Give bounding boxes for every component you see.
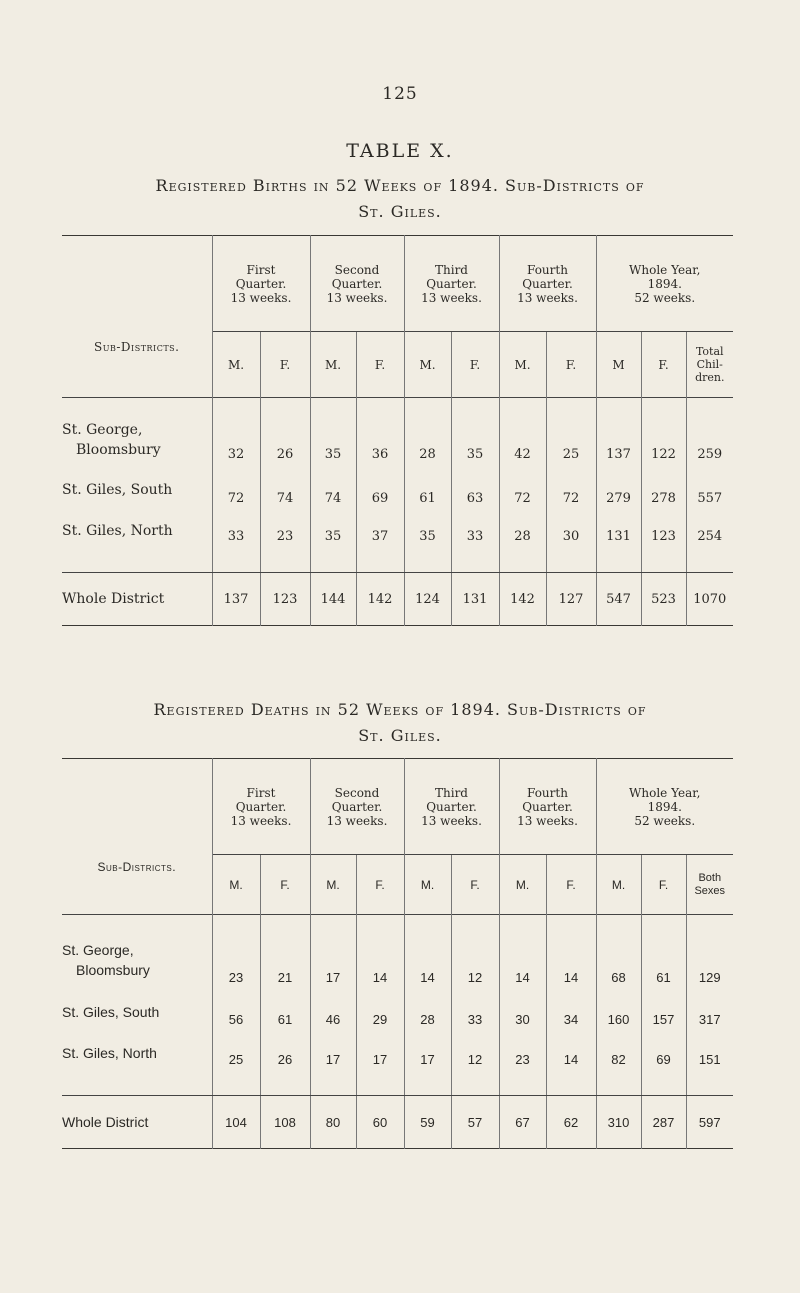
table-cell: 46 — [310, 991, 356, 1033]
table-cell: 21 — [260, 929, 310, 991]
total-header-line2: Sexes — [694, 884, 726, 897]
sex-header: F. — [356, 855, 404, 915]
sex-header: M — [596, 332, 641, 398]
whole-year-header — [596, 759, 733, 855]
table-cell: 123 — [260, 573, 310, 626]
quarter-header-line1: Third — [435, 785, 468, 800]
table-cell: 25 — [212, 1033, 260, 1073]
whole-year-line3: 52 weeks. — [634, 290, 696, 305]
table-cell: 17 — [310, 1033, 356, 1073]
quarter-header-line3: 13 weeks. — [517, 813, 578, 828]
quarter-header — [310, 759, 404, 855]
quarter-header-line3: 13 weeks. — [421, 813, 482, 828]
table-row — [62, 991, 733, 1033]
table-cell: 26 — [260, 1033, 310, 1073]
table-cell: 14 — [499, 929, 546, 991]
table-row — [62, 1033, 733, 1073]
quarter-header — [404, 759, 499, 855]
quarter-header-line2: Quarter. — [522, 276, 573, 291]
whole-year-line1: Whole Year, — [629, 785, 701, 800]
table-cell: 547 — [596, 573, 641, 626]
total-header-line3: dren. — [695, 371, 725, 384]
deaths-caption-line1: Registered Deaths in 52 Weeks of 1894. Sub-Districts of — [153, 700, 647, 719]
table-cell: 57 — [451, 1096, 499, 1149]
table-cell: 279 — [596, 468, 641, 512]
table-cell: 25 — [546, 412, 596, 468]
table-title: TABLE X. — [346, 140, 454, 162]
table-cell: 157 — [641, 991, 686, 1033]
quarter-header — [499, 759, 596, 855]
subdistrict-name — [62, 1033, 212, 1073]
subdistricts-header: Sub-Districts. — [94, 339, 180, 354]
table-cell: 142 — [499, 573, 546, 626]
table-cell: 14 — [546, 929, 596, 991]
whole-district-label: Whole District — [62, 591, 165, 607]
table-cell: 122 — [641, 412, 686, 468]
table-cell: 35 — [310, 412, 356, 468]
table-cell: 14 — [356, 929, 404, 991]
table-cell: 60 — [356, 1096, 404, 1149]
deaths-caption — [0, 697, 800, 749]
quarter-header — [404, 236, 499, 332]
births-caption-line1: Registered Births in 52 Weeks of 1894. Sub-Districts of — [155, 176, 645, 195]
table-cell: 523 — [641, 573, 686, 626]
table-cell: 144 — [310, 573, 356, 626]
sex-header: M. — [404, 855, 451, 915]
table-cell: 62 — [546, 1096, 596, 1149]
table-cell: 160 — [596, 991, 641, 1033]
quarter-header-line1: Second — [334, 262, 380, 277]
sex-header: F. — [641, 332, 686, 398]
table-cell: 12 — [451, 929, 499, 991]
quarter-header-line3: 13 weeks. — [326, 290, 388, 305]
page-number: 125 — [382, 84, 418, 104]
table-cell: 33 — [212, 512, 260, 550]
table-cell: 104 — [212, 1096, 260, 1149]
table-cell: 23 — [212, 929, 260, 991]
table-cell: 137 — [212, 573, 260, 626]
table-cell: 72 — [212, 468, 260, 512]
quarter-header — [212, 236, 310, 332]
table-cell: 137 — [596, 412, 641, 468]
subdistrict-name — [62, 991, 212, 1033]
table-cell: 310 — [596, 1096, 641, 1149]
table-cell: 59 — [404, 1096, 451, 1149]
quarter-header-line2: Quarter. — [331, 799, 383, 814]
table-cell: 61 — [641, 929, 686, 991]
births-table — [62, 235, 733, 626]
table-cell: 69 — [641, 1033, 686, 1073]
subdistrict-name-line1: St. Giles, North — [62, 523, 173, 539]
table-cell: 67 — [499, 1096, 546, 1149]
quarter-header-line3: 13 weeks. — [517, 290, 578, 305]
quarter-header — [499, 236, 596, 332]
table-cell: 14 — [546, 1033, 596, 1073]
table-cell: 30 — [499, 991, 546, 1033]
sex-header: F. — [546, 332, 596, 398]
table-row — [62, 468, 733, 512]
table-cell: 26 — [260, 412, 310, 468]
subdistrict-name-line2: Bloomsbury — [76, 962, 150, 978]
table-cell: 72 — [499, 468, 546, 512]
sex-header: F. — [260, 332, 310, 398]
table-cell: 23 — [499, 1033, 546, 1073]
table-cell: 17 — [310, 929, 356, 991]
table-cell: 28 — [499, 512, 546, 550]
quarter-header-line1: Fourth — [527, 785, 568, 800]
table-cell: 33 — [451, 991, 499, 1033]
births-caption — [0, 173, 800, 225]
table-cell: 37 — [356, 512, 404, 550]
sex-header: M. — [212, 855, 260, 915]
deaths-caption-line2: St. Giles. — [358, 726, 442, 745]
table-cell: 56 — [212, 991, 260, 1033]
whole-district-label: Whole District — [62, 1114, 149, 1130]
whole-year-line1: Whole Year, — [629, 262, 701, 277]
subdistrict-name-line1: St. George, — [62, 422, 143, 438]
quarter-header-line1: First — [246, 785, 276, 800]
table-cell: 23 — [260, 512, 310, 550]
subdistrict-name — [62, 468, 212, 512]
table-cell: 278 — [641, 468, 686, 512]
quarter-header-line1: Second — [334, 785, 380, 800]
table-cell: 254 — [686, 512, 733, 550]
subdistrict-name-line1: St. Giles, South — [62, 482, 173, 498]
whole-year-line2: 1894. — [647, 799, 682, 814]
table-cell: 74 — [260, 468, 310, 512]
table-cell: 74 — [310, 468, 356, 512]
table-cell: 32 — [212, 412, 260, 468]
table-cell: 123 — [641, 512, 686, 550]
subdistrict-name-line1: St. Giles, South — [62, 1004, 160, 1020]
subdistrict-name — [62, 512, 212, 550]
table-cell: 131 — [451, 573, 499, 626]
table-cell: 557 — [686, 468, 733, 512]
sex-header: M. — [404, 332, 451, 398]
quarter-header-line2: Quarter. — [522, 799, 573, 814]
table-cell: 142 — [356, 573, 404, 626]
table-cell: 61 — [260, 991, 310, 1033]
table-cell: 35 — [404, 512, 451, 550]
quarter-header — [310, 236, 404, 332]
table-row — [62, 512, 733, 550]
quarter-header-line1: Third — [435, 262, 468, 277]
sex-header: F. — [260, 855, 310, 915]
table-cell: 124 — [404, 573, 451, 626]
table-cell: 29 — [356, 991, 404, 1033]
quarter-header-line2: Quarter. — [426, 276, 477, 291]
sex-header: F. — [451, 332, 499, 398]
subdistrict-name-line1: St. George, — [62, 942, 134, 958]
quarter-header-line2: Quarter. — [235, 799, 287, 814]
table-cell: 127 — [546, 573, 596, 626]
table-cell: 72 — [546, 468, 596, 512]
table-cell: 69 — [356, 468, 404, 512]
table-cell: 34 — [546, 991, 596, 1033]
subdistrict-name — [62, 929, 212, 991]
whole-year-line3: 52 weeks. — [634, 813, 696, 828]
quarter-header-line1: First — [246, 262, 276, 277]
table-cell: 33 — [451, 512, 499, 550]
table-cell: 597 — [686, 1096, 733, 1149]
table-cell: 259 — [686, 412, 733, 468]
sex-header: M. — [499, 332, 546, 398]
table-cell: 131 — [596, 512, 641, 550]
table-cell: 35 — [310, 512, 356, 550]
table-cell: 1070 — [686, 573, 733, 626]
table-cell: 68 — [596, 929, 641, 991]
sex-header: M. — [310, 332, 356, 398]
subdistrict-name — [62, 412, 212, 468]
table-row — [62, 412, 733, 468]
table-cell: 28 — [404, 412, 451, 468]
subdistrict-name-line2: Bloomsbury — [76, 442, 161, 458]
quarter-header-line1: Fourth — [527, 262, 568, 277]
quarter-header-line3: 13 weeks. — [326, 813, 388, 828]
table-cell: 80 — [310, 1096, 356, 1149]
table-cell: 30 — [546, 512, 596, 550]
table-cell: 35 — [451, 412, 499, 468]
sex-header: F. — [356, 332, 404, 398]
quarter-header-line2: Quarter. — [235, 276, 287, 291]
table-cell: 108 — [260, 1096, 310, 1149]
table-cell: 36 — [356, 412, 404, 468]
table-cell: 82 — [596, 1033, 641, 1073]
sex-header: M. — [499, 855, 546, 915]
subdistrict-name-line1: St. Giles, North — [62, 1045, 157, 1061]
quarter-header-line3: 13 weeks. — [421, 290, 482, 305]
total-header-line1: Total — [695, 345, 724, 358]
sex-header: M. — [596, 855, 641, 915]
table-cell: 28 — [404, 991, 451, 1033]
sex-header: M. — [212, 332, 260, 398]
total-header — [686, 855, 733, 915]
table-cell: 317 — [686, 991, 733, 1033]
deaths-table — [62, 758, 733, 1149]
sex-header: F. — [451, 855, 499, 915]
births-caption-line2: St. Giles. — [358, 202, 442, 221]
quarter-header-line3: 13 weeks. — [230, 290, 292, 305]
quarter-header-line3: 13 weeks. — [230, 813, 292, 828]
total-header-line1: Both — [698, 871, 722, 884]
table-cell: 12 — [451, 1033, 499, 1073]
table-cell: 42 — [499, 412, 546, 468]
table-cell: 63 — [451, 468, 499, 512]
quarter-header — [212, 759, 310, 855]
table-cell: 151 — [686, 1033, 733, 1073]
quarter-header-line2: Quarter. — [331, 276, 383, 291]
table-cell: 17 — [356, 1033, 404, 1073]
sex-header: M. — [310, 855, 356, 915]
table-cell: 14 — [404, 929, 451, 991]
table-cell: 129 — [686, 929, 733, 991]
table-cell: 287 — [641, 1096, 686, 1149]
total-header-line2: Chil- — [696, 358, 723, 371]
subdistricts-header: Sub-Districts. — [97, 859, 177, 874]
table-cell: 17 — [404, 1033, 451, 1073]
whole-district-row — [62, 1096, 733, 1149]
whole-district-row — [62, 573, 733, 626]
total-header — [686, 332, 733, 398]
quarter-header-line2: Quarter. — [426, 799, 477, 814]
whole-year-line2: 1894. — [647, 276, 682, 291]
whole-year-header — [596, 236, 733, 332]
table-row — [62, 929, 733, 991]
table-cell: 61 — [404, 468, 451, 512]
sex-header: F. — [641, 855, 686, 915]
sex-header: F. — [546, 855, 596, 915]
